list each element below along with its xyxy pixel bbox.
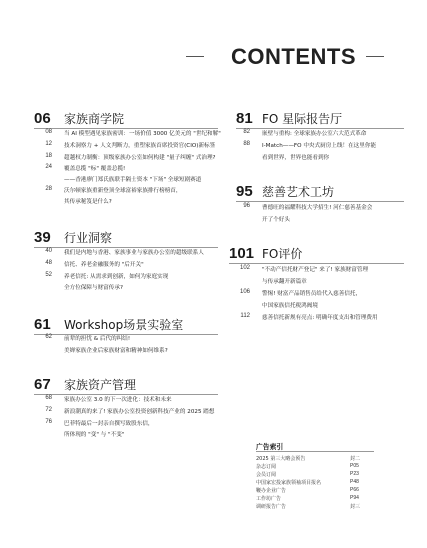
- section-number: 06: [34, 110, 51, 127]
- ad-item-page: 封二: [350, 456, 361, 462]
- title-left-rule: [186, 56, 204, 57]
- section-number: 61: [34, 316, 51, 333]
- entry-link[interactable]: 曹德旺的福耀科技大学招生! 河仁慈善基金会: [262, 205, 373, 211]
- entry-link[interactable]: ——香港廖门郑氏族联手隔士资本 "下场" 全球短剧赛道: [64, 177, 202, 183]
- ad-item-page: P48: [350, 479, 359, 485]
- entry-link[interactable]: 覆盖总揽 "标" 覆盖总揽!: [64, 166, 126, 172]
- ad-item-name: 鞭办企业广告: [256, 488, 287, 494]
- ad-item-name: 杂志订阅: [256, 464, 277, 470]
- entry-link[interactable]: 沃尔顿家族重新登顶全球富裕家族排行榜榜首，: [64, 188, 182, 194]
- ad-item-name: 中国家宏投家族领袖项目报名: [256, 480, 322, 486]
- entry-link[interactable]: 巴菲特最后一封亲自撰写致股东信，: [64, 421, 154, 427]
- entry-page: 112: [240, 313, 250, 319]
- entry-page: 08: [45, 129, 52, 135]
- ad-item-name: 会员订阅: [256, 472, 277, 478]
- ad-index-title: 广告索引: [256, 443, 284, 451]
- entry-link[interactable]: 看到世界，世界也能看到你: [262, 155, 330, 161]
- section-title: FO 星际报告厅: [262, 112, 343, 126]
- title-right-rule: [366, 56, 384, 57]
- entry-page: 96: [243, 203, 250, 209]
- entry-page: 82: [243, 129, 250, 135]
- entry-page: 24: [45, 164, 52, 170]
- entry-link[interactable]: 新浪潮真的来了! 家族办公室投资创新科技产业的 2025 踏想: [64, 409, 215, 415]
- entry-link[interactable]: I-Match——FO 中央式厨房上线！在这里你能: [262, 143, 377, 149]
- ad-item-page: P94: [350, 495, 359, 501]
- entry-page: 18: [45, 153, 52, 159]
- entry-page: 68: [45, 395, 52, 401]
- entry-link[interactable]: 慈善信托新规有亮点: 明确年度支出和管理费用: [262, 315, 378, 321]
- entry-link[interactable]: 所体现的 "变" 与 "不变": [64, 432, 125, 438]
- entry-link[interactable]: 超越权力制衡：顶级家族办公室如何构建 "量子纠缠" 式治理?: [64, 155, 216, 161]
- section-title: 慈善艺术工坊: [262, 185, 335, 199]
- entry-link[interactable]: 其传承秘笈是什么?: [64, 199, 112, 205]
- entry-link[interactable]: 我们是内地与香港、家族事业与家族办公室的超级联系人: [64, 250, 204, 256]
- entry-link[interactable]: 技术洞察力 + 人文判断力，重塑家族首席投资官(CIO)新标签: [64, 143, 216, 149]
- entry-page: 52: [45, 272, 52, 278]
- ad-item-name: 调研报告广告: [256, 504, 287, 510]
- page-title: CONTENTS: [231, 44, 356, 69]
- entry-page: 76: [45, 419, 52, 425]
- entry-link[interactable]: 家族办公室 3.0 的下一次进化：技术和未来: [64, 397, 172, 403]
- entry-link[interactable]: 养老信托: 从需求到创新，如何为家庭实现: [64, 274, 169, 280]
- ad-index-rule: [256, 451, 374, 452]
- entry-link[interactable]: 信托、养老金融服务的 "后开关": [64, 262, 144, 268]
- entry-link[interactable]: 前辈的担忧 & 后代的纠结!: [64, 336, 131, 342]
- section-number: 101: [229, 245, 255, 262]
- ad-item-page: 封三: [350, 504, 361, 510]
- entry-link[interactable]: 全方位保障与财富传承?: [64, 285, 123, 291]
- contents-header: [0, 44, 427, 70]
- section-number: 39: [34, 229, 51, 246]
- section-rule: [229, 263, 404, 264]
- entry-page: 72: [45, 407, 52, 413]
- entry-link[interactable]: 嵌壁与重构: 全球家族办公室六大范式革命: [262, 131, 367, 137]
- entry-page: 40: [45, 248, 52, 254]
- section-title: 家族资产管理: [64, 378, 137, 392]
- entry-page: 12: [45, 141, 52, 147]
- entry-link[interactable]: "不动产信托财产登记" 来了! 家族财富管理: [262, 267, 369, 273]
- ad-item-page: P05: [350, 463, 359, 469]
- entry-page: 28: [45, 186, 52, 192]
- section-title: 行业洞察: [64, 231, 113, 245]
- section-title: Workshop场景实验室: [64, 318, 184, 332]
- entry-page: 106: [239, 289, 250, 295]
- entry-link[interactable]: 中国家族信托税鸿阀境: [262, 303, 318, 309]
- entry-link[interactable]: 开了个好头: [262, 217, 290, 223]
- section-number: 81: [236, 110, 253, 127]
- section-title: FO评价: [262, 247, 303, 261]
- section-title: 家族商学院: [64, 112, 125, 126]
- entry-page: 48: [45, 260, 52, 266]
- entry-page: 102: [239, 265, 250, 271]
- entry-page: 62: [45, 334, 52, 340]
- section-number: 95: [236, 183, 253, 200]
- ad-item-page: P23: [350, 471, 359, 477]
- section-rule: [236, 201, 404, 202]
- ad-item-name: 工作坊广告: [256, 496, 282, 502]
- entry-link[interactable]: 当 AI 模型遇见家族密训：一场价值 3000 亿美元的 "世纪和解": [64, 131, 221, 137]
- ad-item-page: P66: [350, 487, 359, 493]
- entry-link[interactable]: 警惕! 财富产品销售员给代入慈善信托，: [262, 291, 362, 297]
- section-number: 67: [34, 376, 51, 393]
- ad-item-name: 2025 第三大略会预告: [256, 456, 306, 462]
- entry-page: 88: [243, 141, 250, 147]
- entry-link[interactable]: 美婵家族企业后家族财富和精神如何维系?: [64, 348, 168, 354]
- entry-link[interactable]: 与传承翻开新篇章: [262, 279, 307, 285]
